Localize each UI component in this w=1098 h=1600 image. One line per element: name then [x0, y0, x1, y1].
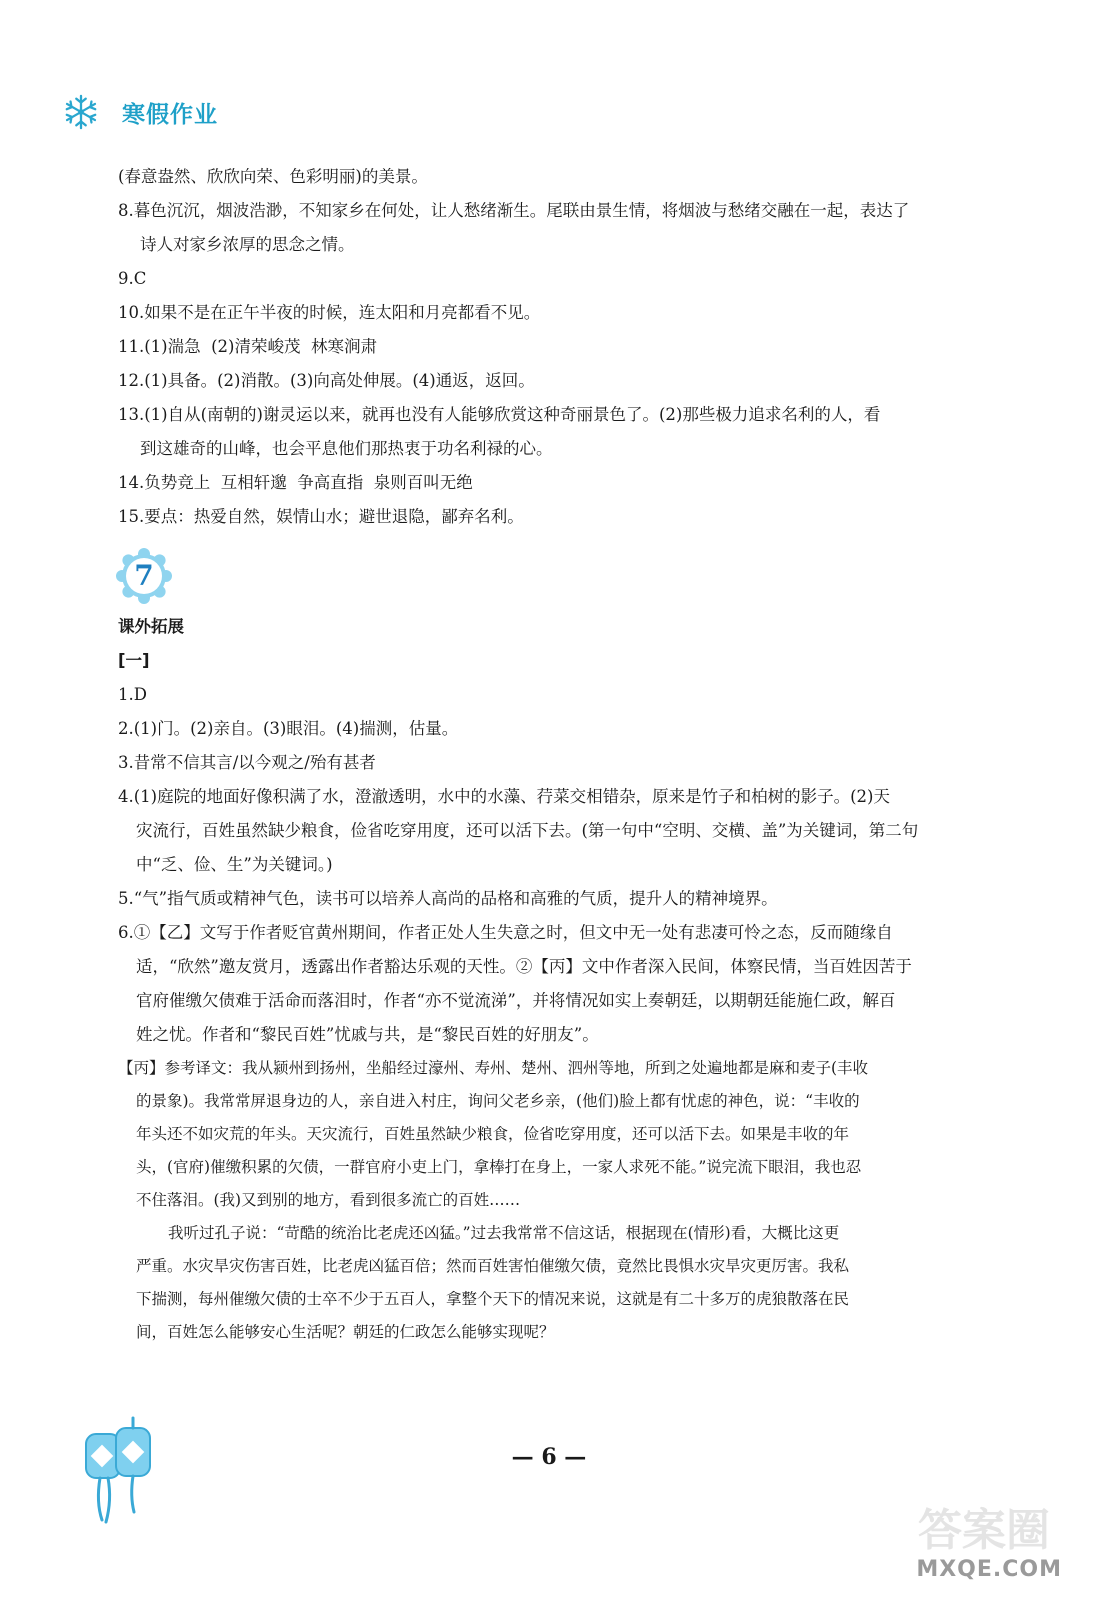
svg-text:答案圈: 答案圈	[918, 1505, 1050, 1556]
answer-line: 11.(1)湍急 (2)清荣峻茂 林寒涧肃	[118, 337, 377, 356]
answer-line: 诗人对家乡浓厚的思念之情。	[140, 235, 355, 254]
translation-line: 【丙】参考译文：我从颍州到扬州，坐船经过濠州、寿州、楚州、泗州等地，所到之处遍地都是麻和麦子(丰收	[118, 1059, 869, 1077]
watermark-url: MXQE.COM	[916, 1557, 1062, 1582]
section-number: 7	[134, 559, 154, 592]
answer-line: 10.如果不是在正午半夜的时候，连太阳和月亮都看不见。	[118, 303, 541, 322]
answer-line: 适，“欣然”邀友赏月，透露出作者豁达乐观的天性。②【丙】文中作者深入民间，体察民情，当百姓因苦于	[136, 957, 912, 976]
answer-line: 12.(1)具备。(2)消散。(3)向高处伸展。(4)通返，返回。	[118, 371, 535, 390]
answer-line: 5.“气”指气质或精神气色，读书可以培养人高尚的品格和高雅的气质，提升人的精神境界。	[118, 889, 778, 908]
answer-line: 4.(1)庭院的地面好像积满了水，澄澈透明，水中的水藻、荇菜交相错杂，原来是竹子和柏树的影子。(2)天	[118, 787, 890, 806]
answer-line: 13.(1)自从(南朝的)谢灵运以来，就再也没有人能够欣赏这种奇丽景色了。(2)那些极力追求名利的人，看	[118, 405, 881, 424]
translation-line: 下揣测，每州催缴欠债的士卒不少于五百人，拿整个天下的情况来说，这就是有二十多万的虎狼散落在民	[136, 1290, 850, 1308]
answer-line: 3.昔常不信其言/以今观之/殆有甚者	[118, 753, 376, 772]
answer-line: 8.暮色沉沉，烟波浩渺，不知家乡在何处，让人愁绪渐生。尾联由景生情，将烟波与愁绪交融在一起，表达了	[118, 201, 910, 220]
answer-line: 9.C	[118, 269, 147, 288]
answer-line: 姓之忧。作者和“黎民百姓”忧戚与共，是“黎民百姓的好朋友”。	[136, 1025, 599, 1044]
translation-line: 间，百姓怎么能够安心生活呢？朝廷的仁政怎么能够实现呢？	[136, 1323, 555, 1341]
snowflake-icon	[62, 93, 100, 131]
translation-line: 不住落泪。(我)又到别的地方，看到很多流亡的百姓……	[136, 1191, 521, 1209]
answer-line: 到这雄奇的山峰，也会平息他们那热衷于功名利禄的心。	[140, 439, 553, 458]
answer-line: 官府催缴欠债难于活命而落泪时，作者“亦不觉流涕”，并将情况如实上奏朝廷，以期朝廷能施仁政，解百	[136, 991, 896, 1010]
answer-line: (春意盎然、欣欣向荣、色彩明丽)的美景。	[118, 167, 428, 186]
translation-line: 的景象)。我常常屏退身边的人，亲自进入村庄，询问父老乡亲，(他们)脸上都有忧虑的神色，说：“丰收的	[136, 1092, 860, 1110]
translation-line: 我听过孔子说：“苛酷的统治比老虎还凶猛。”过去我常常不信这话，根据现在(情形)看，大概比这更	[168, 1224, 840, 1242]
answer-line: 15.要点：热爱自然，娱情山水；避世退隐，鄙弃名利。	[118, 507, 524, 526]
answer-line: 6.①【乙】文写于作者贬官黄州期间，作者正处人生失意之时，但文中无一处有悲凄可怜之态，反而随缘自	[118, 923, 893, 942]
translation-line: 严重。水灾旱灾伤害百姓，比老虎凶猛百倍；然而百姓害怕催缴欠债，竟然比畏惧水灾旱灾更厉害。我私	[136, 1257, 850, 1275]
answer-line: 1.D	[118, 685, 147, 704]
translation-line: 年头还不如灾荒的年头。天灾流行，百姓虽然缺少粮食，俭省吃穿用度，还可以活下去。如果是丰收的年	[136, 1125, 850, 1143]
answer-line: 2.(1)门。(2)亲自。(3)眼泪。(4)揣测，估量。	[118, 719, 459, 738]
section-subtitle: [一]	[118, 651, 150, 670]
answer-content	[118, 160, 978, 1349]
section-title: 课外拓展	[118, 617, 184, 636]
section-number-badge	[116, 548, 172, 604]
header-title: 寒假作业	[122, 101, 218, 128]
page-header	[62, 92, 218, 132]
page-number: — 6 —	[511, 1444, 587, 1470]
answer-line: 14.负势竞上 互相轩邈 争高直指 泉则百叫无绝	[118, 473, 473, 492]
translation-line: 头，(官府)催缴积累的欠债，一群官府小吏上门，拿棒打在身上，一家人求死不能。”说完流下眼泪，我也忍	[136, 1158, 862, 1176]
answer-line: 中“乏、俭、生”为关键词。)	[136, 855, 333, 874]
lantern-decoration-icon	[78, 1412, 158, 1532]
answer-line: 灾流行，百姓虽然缺少粮食，俭省吃穿用度，还可以活下去。(第一句中“空明、交横、盖”为关键词，第二句	[136, 821, 919, 840]
